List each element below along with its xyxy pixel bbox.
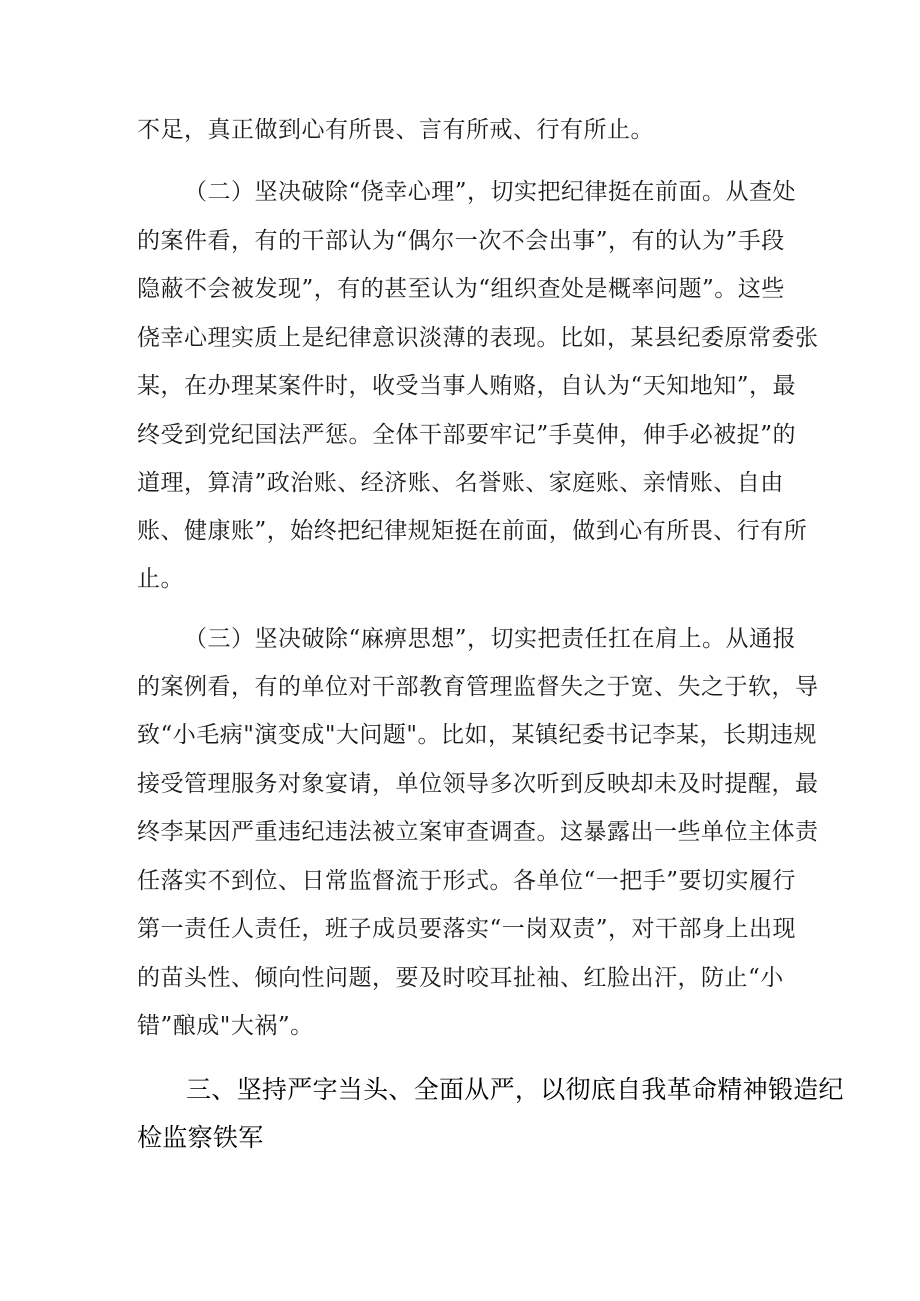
text-line: 止。 (137, 566, 184, 592)
text-line: 任落实不到位、日常监督流于形式。各单位“一把手”要切实履行 (137, 868, 797, 894)
text-line: 不足，真正做到心有所畏、言有所戒、行有所止。 (137, 117, 654, 143)
text-line: 账、健康账”，始终把纪律规矩挺在前面，做到心有所畏、行有所 (137, 518, 808, 544)
text-line: 的案件看，有的干部认为“偶尔一次不会出事”，有的认为”手段 (137, 228, 785, 254)
text-line: （三）坚决破除“麻痹思想”，切实把责任扛在肩上。从通报 (184, 626, 797, 652)
text-line: 错”酿成"大祸”。 (137, 1013, 314, 1039)
heading-line: 检监察铁军 (137, 1123, 264, 1152)
text-line: 终李某因严重违纪违法被立案审查调查。这暴露出一些单位主体责 (137, 819, 819, 845)
text-line: （二）坚决破除“侥幸心理”，切实把纪律挺在前面。从查处 (184, 179, 797, 205)
heading-line: 三、坚持严字当头、全面从严，以彻底自我革命精神锻造纪 (186, 1075, 844, 1104)
text-line: 终受到党纪国法严惩。全体干部要牢记”手莫伸，伸手必被捉”的 (137, 422, 797, 448)
text-line: 第一责任人责任，班子成员要落实“一岗双责”，对干部身上出现 (137, 916, 797, 942)
text-line: 侥幸心理实质上是纪律意识淡薄的表现。比如，某县纪委原常委张 (137, 325, 819, 351)
text-line: 致“小毛病"演变成"大问题"。比如，某镇纪委书记李某，长期违规 (137, 722, 817, 748)
text-line: 道理，算清”政治账、经济账、名誉账、家庭账、亲情账、自由 (137, 470, 784, 496)
text-line: 的案例看，有的单位对干部教育管理监督失之于宽、失之于软，导 (137, 674, 819, 700)
text-line: 某，在办理某案件时，收受当事人贿赂，自认为“天知地知”，最 (137, 373, 797, 399)
text-line: 隐蔽不会被发现”，有的甚至认为“组织查处是概率问题”。这些 (137, 276, 785, 302)
text-line: 的苗头性、倾向性问题，要及时咬耳扯袖、红脸出汗，防止“小 (137, 965, 784, 991)
text-line: 接受管理服务对象宴请，单位领导多次听到反映却未及时提醒，最 (137, 771, 819, 797)
